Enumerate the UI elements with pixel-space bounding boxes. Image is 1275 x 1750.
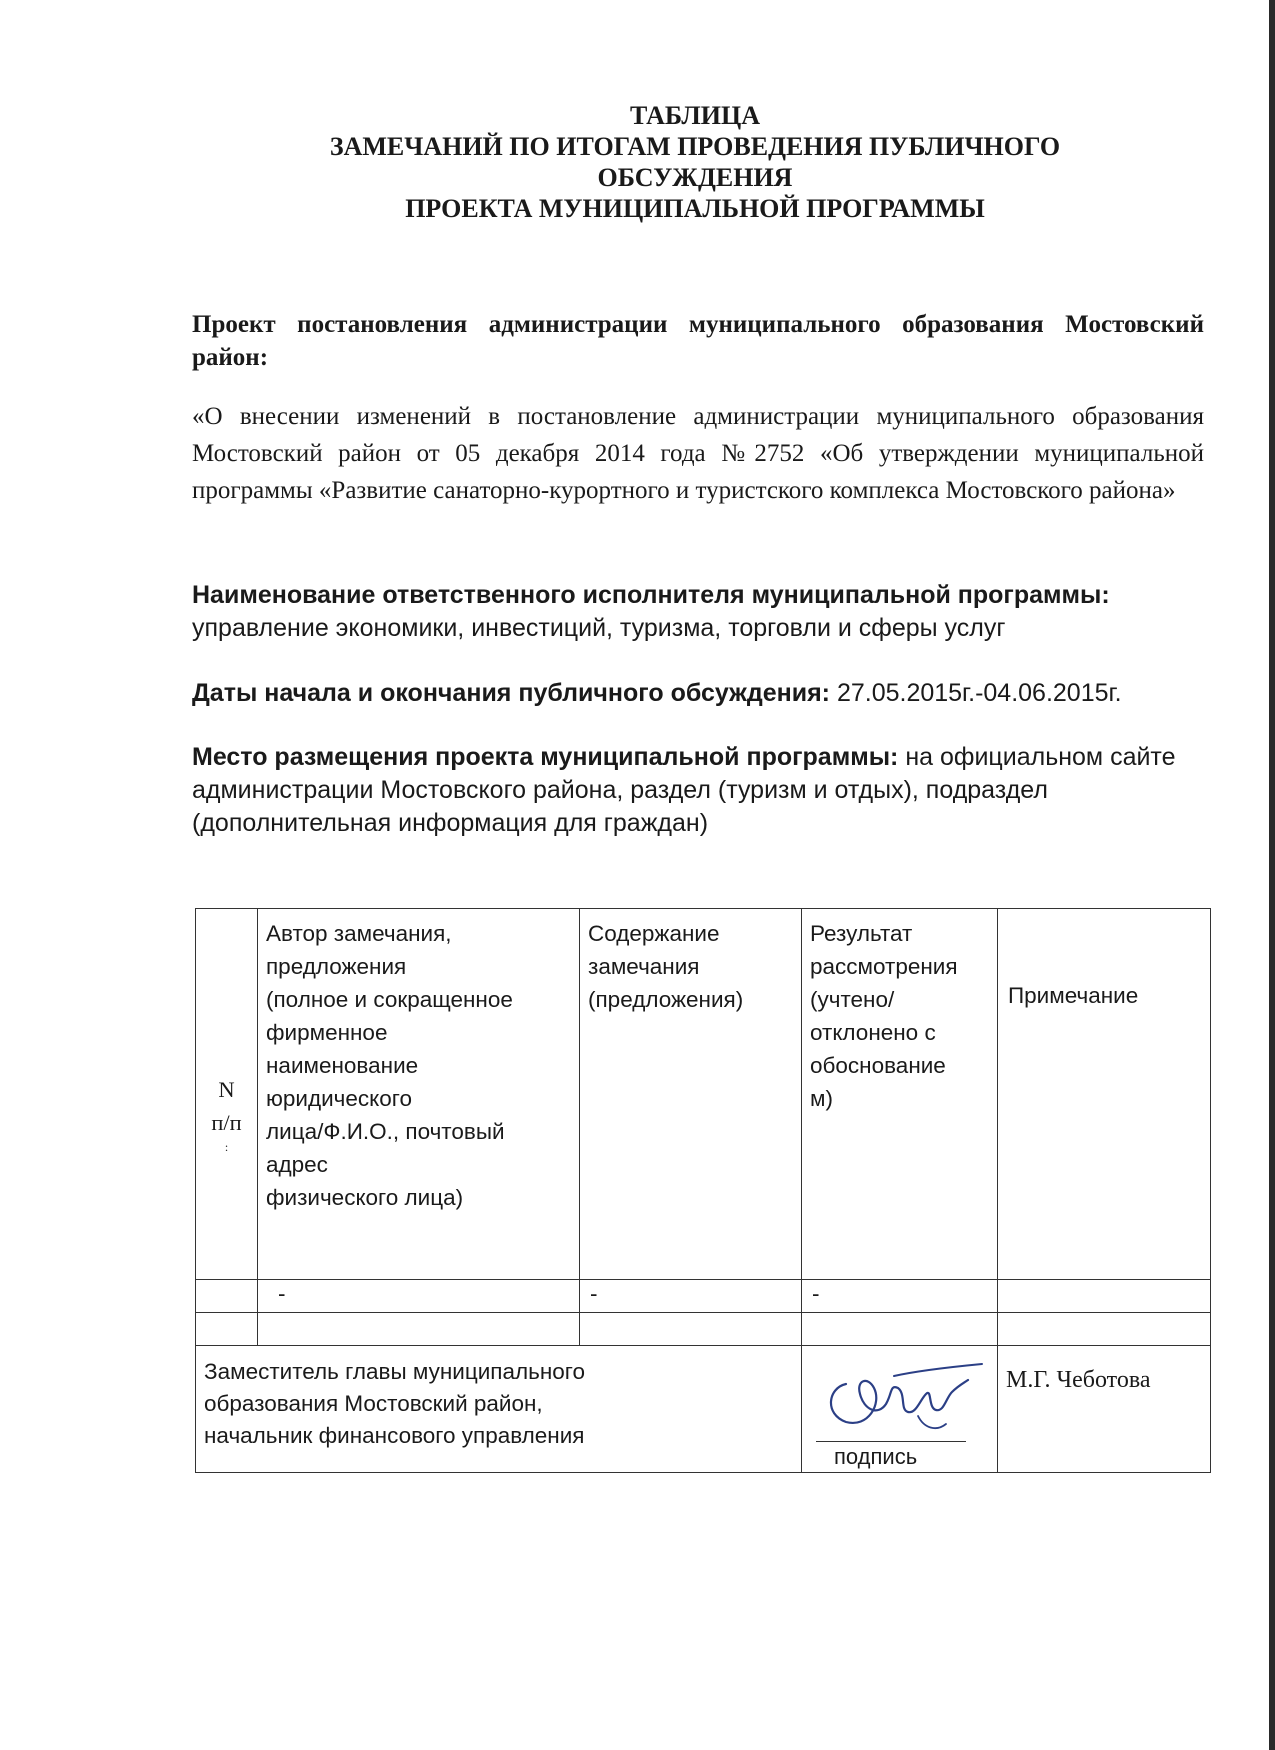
header-author-line: адрес	[266, 1152, 328, 1177]
signature-cell	[802, 1346, 998, 1473]
title-line-2: ЗАМЕЧАНИЙ ПО ИТОГАМ ПРОВЕДЕНИЯ ПУБЛИЧНОГО	[329, 132, 1061, 161]
table-row	[196, 1280, 1211, 1313]
header-author-line: Автор замечания,	[266, 921, 452, 946]
signature-line	[816, 1441, 966, 1442]
table-row	[196, 1313, 1211, 1346]
header-number-line-2: п/п	[211, 1110, 242, 1135]
header-result	[802, 909, 998, 1280]
header-author-line: юридического	[266, 1086, 412, 1111]
document-title	[230, 100, 1160, 224]
header-content-line: (предложения)	[588, 987, 744, 1012]
header-content	[580, 909, 802, 1280]
header-result-line: отклонено с	[810, 1020, 936, 1045]
handwritten-signature	[816, 1354, 986, 1434]
placement-value: на официальном сайте администрации Мостовского района, раздел (туризм и отдых), подраздел (дополнительная информация для граждан)	[192, 743, 1176, 837]
header-author-line: предложения	[266, 954, 407, 979]
header-author-line: фирменное	[266, 1020, 388, 1045]
dates-block	[192, 677, 1204, 710]
header-author-line: (полное и сокращенное	[266, 987, 513, 1012]
header-author-line: наименование	[266, 1053, 419, 1078]
cell-author	[258, 1313, 580, 1346]
dates-label: Даты начала и окончания публичного обсуждения:	[192, 679, 830, 707]
header-number	[196, 909, 258, 1280]
cell-result: -	[802, 1280, 998, 1313]
executor-label: Наименование ответственного исполнителя муниципальной программы:	[192, 581, 1110, 609]
cell-number	[196, 1280, 258, 1313]
cell-content: -	[580, 1280, 802, 1313]
cell-number	[196, 1313, 258, 1346]
signatory-position	[196, 1346, 802, 1473]
executor-value: управление экономики, инвестиций, туризма, торговли и сферы услуг	[192, 614, 1006, 642]
header-result-line: (учтено/	[810, 987, 895, 1012]
project-text: «О внесении изменений в постановление администрации муниципального образования Мостовский район от 05 декабря 2014 года №2752 «Об утверждении муниципальной программы «Развитие санаторно-курортного и туристского комплекса Мостовского района»	[192, 403, 1204, 504]
cell-author: -	[258, 1280, 580, 1313]
header-author-line: физического лица)	[266, 1185, 464, 1210]
comments-table	[195, 908, 1211, 1473]
title-line-3: ОБСУЖДЕНИЯ	[597, 163, 793, 192]
header-note: Примечание	[998, 909, 1211, 1280]
header-author	[258, 909, 580, 1280]
executor-block	[192, 579, 1204, 645]
header-result-line: рассмотрения	[810, 954, 958, 979]
cell-result	[802, 1313, 998, 1346]
signatory-position-line: образования Мостовский район,	[204, 1391, 543, 1416]
cell-note	[998, 1280, 1211, 1313]
placement-block	[192, 741, 1204, 840]
cell-content	[580, 1313, 802, 1346]
signatory-position-line: Заместитель главы муниципального	[204, 1359, 585, 1384]
signature-row	[196, 1346, 1211, 1473]
scan-edge	[1269, 0, 1275, 1750]
header-number-line-1: N	[218, 1077, 235, 1102]
header-author-line: лица/Ф.И.О., почтовый	[266, 1119, 505, 1144]
header-result-line: Результат	[810, 921, 913, 946]
table-header-row	[196, 909, 1211, 1280]
header-content-line: замечания	[588, 954, 700, 979]
placement-label: Место размещения проекта муниципальной программы:	[192, 743, 899, 771]
title-line-4: ПРОЕКТА МУНИЦИПАЛЬНОЙ ПРОГРАММЫ	[405, 194, 985, 223]
dates-value: 27.05.2015г.-04.06.2015г.	[836, 679, 1122, 707]
title-line-1: ТАБЛИЦА	[630, 101, 760, 130]
header-number-line-3: :	[224, 1140, 229, 1154]
header-content-line: Содержание	[588, 921, 720, 946]
header-result-line: м)	[810, 1086, 833, 1111]
project-label: Проект постановления администрации муниципального образования Мостовский район:	[192, 311, 1204, 371]
signatory-position-line: начальник финансового управления	[204, 1423, 585, 1448]
header-result-line: обоснование	[810, 1053, 946, 1078]
signature-label: подпись	[834, 1444, 918, 1469]
signatory-name: М.Г. Чеботова	[998, 1346, 1211, 1473]
cell-note	[998, 1313, 1211, 1346]
